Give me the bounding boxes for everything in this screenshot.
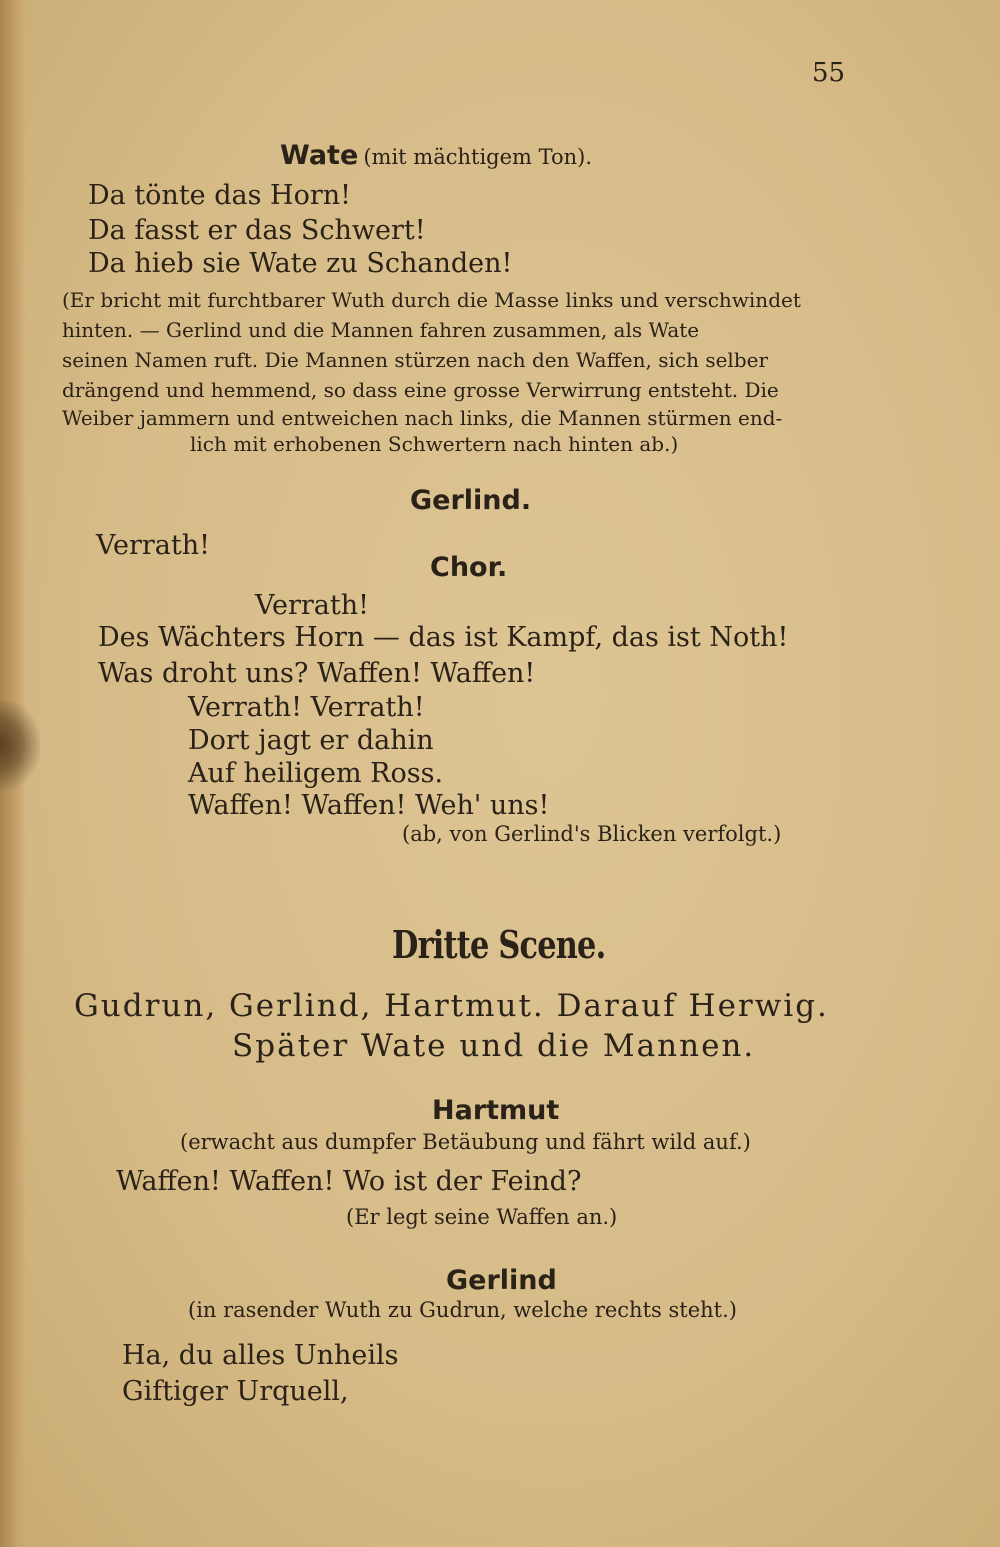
verse-line: Dort jagt er dahin: [188, 725, 434, 756]
stage-direction: (Er legt seine Waffen an.): [346, 1205, 618, 1229]
stage-direction-line: drängend und hemmend, so dass eine grosse Verwirrung entsteht. Die: [62, 378, 779, 402]
stage-direction-line: (Er bricht mit furchtbarer Wuth durch die Masse links und verschwindet: [62, 288, 801, 312]
verse-line: Waffen! Waffen! Weh' uns!: [188, 790, 550, 821]
verse-line: Ha, du alles Unheils: [122, 1340, 399, 1371]
scene-title: Dritte Scene.: [392, 922, 606, 967]
verse-line: Da fasst er das Schwert!: [88, 215, 426, 246]
speaker-name: Gerlind: [446, 1265, 557, 1296]
wate-heading: [280, 140, 592, 171]
verse-line: Da hieb sie Wate zu Schanden!: [88, 248, 513, 279]
stage-direction-line: seinen Namen ruft. Die Mannen stürzen nach den Waffen, sich selber: [62, 348, 769, 372]
stage-direction-line: hinten. — Gerlind und die Mannen fahren zusammen, als Wate: [62, 318, 700, 342]
verse-line: Auf heiligem Ross.: [188, 758, 444, 789]
page-stain: [0, 700, 40, 790]
speaker-name: Hartmut: [432, 1095, 560, 1126]
stage-direction-line: lich mit erhobenen Schwertern nach hinten ab.): [190, 432, 679, 456]
verse-line: Verrath! Verrath!: [188, 692, 425, 723]
stage-direction: (ab, von Gerlind's Blicken verfolgt.): [402, 822, 782, 846]
verse-line: Des Wächters Horn — das ist Kampf, das ist Noth!: [98, 622, 789, 653]
verse-line: Waffen! Waffen! Wo ist der Feind?: [116, 1166, 582, 1197]
verse-line: Giftiger Urquell,: [122, 1376, 349, 1407]
speaker-name: Wate: [280, 140, 359, 171]
verse-line: Was droht uns? Waffen! Waffen!: [98, 658, 536, 689]
stage-direction: (mit mächtigem Ton).: [363, 145, 593, 169]
cast-list: Gudrun, Gerlind, Hartmut. Darauf Herwig.: [74, 988, 829, 1024]
stage-direction: (in rasender Wuth zu Gudrun, welche rechts steht.): [188, 1298, 737, 1322]
stage-direction-line: Weiber jammern und entweichen nach links, die Mannen stürmen end-: [62, 406, 783, 430]
verse-line: Da tönte das Horn!: [88, 180, 351, 211]
verse-line: Verrath!: [255, 590, 369, 621]
stage-direction: (erwacht aus dumpfer Betäubung und fährt wild auf.): [180, 1130, 751, 1154]
verse-line: Verrath!: [96, 530, 210, 561]
speaker-name: Chor.: [430, 552, 508, 583]
page-number: 55: [812, 58, 846, 88]
cast-list: Später Wate und die Mannen.: [232, 1028, 756, 1064]
speaker-name: Gerlind.: [410, 485, 532, 516]
